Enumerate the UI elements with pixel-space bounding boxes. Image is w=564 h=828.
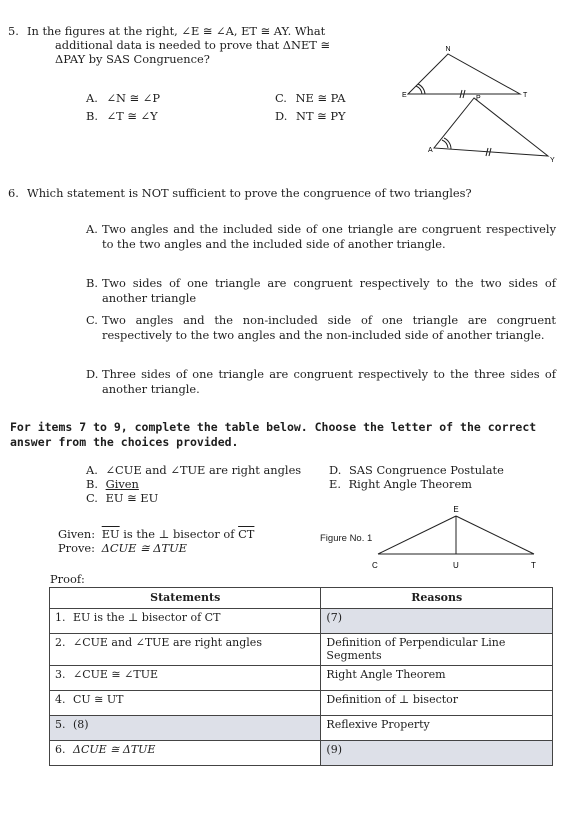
q5-choice-b-letter: B. [86,109,98,123]
prove-label: Prove: [58,541,95,555]
q6-choice-b-text: Two sides of one triangle are congruent respectively to the two sides of another triangle [102,276,556,305]
items-choice-c [86,491,158,506]
q5-choice-c-letter: C. [275,91,287,105]
segment-et [456,516,534,554]
row-statement: ΔCUE ≅ ΔTUE [73,742,156,756]
q5-stem-line1: In the figures at the right, ∠E ≅ ∠A, ET ≅ AY. What [27,24,326,38]
figure-caption: Figure No. 1 [320,533,373,544]
q6-choice-d-text: Three sides of one triangle are congruent respectively to the three sides of another triangle. [102,367,556,396]
q6-choice-c-letter: C. [86,313,98,327]
given-statement [58,527,254,542]
prove-statement [58,541,187,556]
label-e: E [402,92,407,99]
q5-choice-a[interactable] [86,91,160,106]
prove-text: ΔCUE ≅ ΔTUE [101,541,187,555]
q5-choice-b-text: ∠T ≅ ∠Y [106,109,158,123]
row-number: 3. [55,667,66,681]
q6-choice-b-letter: B. [86,276,98,290]
table-row [50,665,553,690]
label-n: N [445,46,451,53]
row-reason: Definition of Perpendicular Line Segments [321,633,553,665]
items-choice-e [329,477,472,492]
row-number: 6. [55,742,66,756]
row-reason-blank-7[interactable]: (7) [321,608,553,633]
row-number: 4. [55,692,66,706]
segment-ce [378,516,456,554]
items-choice-c-letter: C. [86,491,98,505]
q6-stem: Which statement is NOT sufficient to prove the congruence of two triangles? [27,186,472,200]
q6-choice-a-letter: A. [86,222,98,236]
row-reason: Reflexive Property [321,715,553,740]
table-row [50,608,553,633]
proof-label: Proof: [50,572,85,586]
items-choice-a-letter: A. [86,463,98,477]
q6-choice-b[interactable] [86,276,556,305]
q5-choice-c[interactable] [275,91,345,106]
items-choice-c-text: EU ≅ EU [105,491,159,505]
q6-number: 6. [8,186,19,200]
row-reason: Right Angle Theorem [321,665,553,690]
row-statement: CU ≅ UT [73,692,124,706]
label-y: Y [550,157,555,164]
q5-choice-d[interactable] [275,109,346,124]
figure-1-triangle [368,502,548,574]
items-choice-d [329,463,504,478]
q5-number: 5. [8,24,19,38]
label-a: A [428,147,433,154]
given-label: Given: [58,527,96,541]
items-choice-b [86,477,139,492]
row-number: 5. [55,717,66,731]
row-statement: ∠CUE and ∠TUE are right angles [73,635,262,649]
q5-choice-d-text: NT ≅ PY [295,109,346,123]
q6-choice-c-text: Two angles and the non-included side of one triangle are congruent respectively to the two angles and the non-included side of another triangle. [102,313,556,342]
table-row [50,740,553,765]
label-u: U [453,561,459,570]
items-choice-d-text: SAS Congruence Postulate [348,463,504,477]
triangle-net [408,54,520,94]
proof-table [49,587,553,766]
header-reasons: Reasons [321,588,553,609]
given-segment-eu: $\overline{EU}$ [101,527,120,541]
items-choice-a-text: ∠CUE and ∠TUE are right angles [105,463,302,477]
row-statement-blank-8: (8) [73,717,89,731]
items-instruction-line2: answer from the choices provided. [10,435,239,449]
q6-choice-c[interactable] [86,313,556,342]
items-choice-b-letter: B. [86,477,98,491]
label-p: P [476,95,481,102]
items-choice-b-text: Given [105,477,139,491]
label-t: T [531,561,536,570]
row-number: 1. [55,610,66,624]
items-choice-e-text: Right Angle Theorem [348,477,472,491]
q5-choice-d-letter: D. [275,109,288,123]
table-header-row [50,588,553,609]
items-choice-d-letter: D. [329,463,342,477]
row-statement: EU is the ⊥ bisector of CT [73,610,221,624]
q5-choice-a-text: ∠N ≅ ∠P [106,91,160,105]
given-segment-ct: $\overline{CT}$ [238,527,255,541]
table-row [50,715,553,740]
q5-choice-a-letter: A. [86,91,98,105]
items-choice-a [86,463,301,478]
items-instruction-line1: For items 7 to 9, complete the table below. Choose the letter of the correct [10,420,537,434]
q5-stem-line3: ΔPAY by SAS Congruence? [55,52,210,66]
row-statement: ∠CUE ≅ ∠TUE [73,667,158,681]
row-number: 2. [55,635,66,649]
header-statements: Statements [50,588,321,609]
q5-triangle-figure [398,42,558,174]
row-reason: Definition of ⊥ bisector [321,690,553,715]
row-reason-blank-9[interactable]: (9) [321,740,553,765]
table-row [50,633,553,665]
q6-choice-d-letter: D. [86,367,99,381]
items-choice-e-letter: E. [329,477,341,491]
label-c: C [372,561,378,570]
table-row [50,690,553,715]
q5-choice-b[interactable] [86,109,158,124]
given-relation: is the ⊥ bisector of [119,527,239,541]
label-e: E [453,505,459,514]
q6-choice-a[interactable] [86,222,556,251]
label-t: T [523,92,528,99]
q5-choice-c-text: NE ≅ PA [295,91,346,105]
q6-choice-a-text: Two angles and the included side of one triangle are congruent respectively to the two angles and the included side of another triangle. [102,222,556,251]
q6-choice-d[interactable] [86,367,556,396]
q5-stem-line2: additional data is needed to prove that ΔNET ≅ [55,38,331,52]
